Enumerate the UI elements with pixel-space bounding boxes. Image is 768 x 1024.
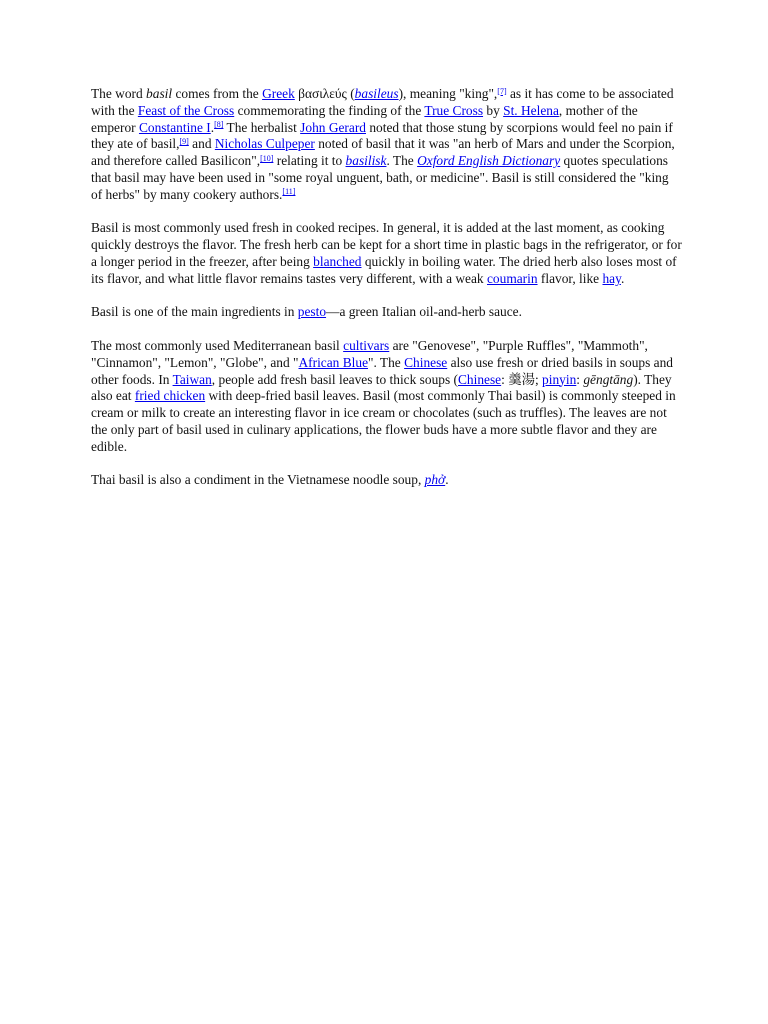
paragraph-cultivars: [91, 338, 683, 456]
text: :: [576, 371, 584, 387]
paragraph-pesto: [91, 304, 683, 321]
text: noted of basil that it was "an herb of Mars and under the Scorpion, and therefore called Basilicon",: [91, 136, 675, 169]
text: —a green Italian oil-and-herb sauce.: [326, 304, 522, 320]
citation-8: [214, 120, 223, 129]
link-feast-of-the-cross[interactable]: Feast of the Cross: [137, 102, 235, 118]
text: as it has come to be associated with the: [91, 86, 674, 118]
link-oxford-english-dictionary[interactable]: Oxford English Dictionary: [417, 153, 561, 169]
text: , mother of the emperor: [91, 102, 638, 135]
link-cultivars[interactable]: cultivars: [343, 337, 390, 353]
link-true-cross[interactable]: True Cross: [424, 102, 484, 118]
text: with deep-fried basil leaves. Basil (most commonly Thai basil) is commonly steeped in cream or milk to create an interesting flavor in ice cream or chocolates (such as truffles). The leaves are not the only part of basil used in culinary applications, the flower buds have a more subtle flavor and they are edible.: [91, 388, 676, 454]
citation-link-8[interactable]: [8]: [214, 120, 224, 130]
link-pho[interactable]: phở: [424, 472, 446, 488]
link-taiwan[interactable]: Taiwan: [172, 371, 212, 387]
text: .: [210, 119, 215, 135]
link-pinyin[interactable]: pinyin: [542, 371, 577, 387]
paragraph-etymology: [91, 86, 683, 204]
text: Thai basil is also a condiment in the Vietnamese noodle soup,: [91, 472, 425, 488]
citation-link-7[interactable]: [7]: [497, 86, 507, 96]
link-st-helena[interactable]: St. Helena: [503, 102, 559, 118]
link-basileus[interactable]: basileus: [354, 86, 399, 101]
link-hay[interactable]: hay: [602, 270, 621, 286]
text: .: [620, 270, 625, 286]
link-fried-chicken[interactable]: fried chicken: [134, 388, 206, 404]
paragraph-fresh-use: [91, 220, 683, 287]
link-john-gerard[interactable]: John Gerard: [300, 119, 366, 135]
text: ". The: [368, 354, 405, 370]
link-constantine[interactable]: Constantine I: [138, 119, 211, 135]
text: ), meaning "king",: [398, 86, 498, 101]
text-emphasis: gēngtāng: [583, 371, 634, 387]
text: noted that those stung by scorpions would feel no pain if they ate of basil,: [91, 119, 673, 152]
link-blanched[interactable]: blanched: [313, 253, 362, 269]
citation-link-9[interactable]: [9]: [179, 136, 189, 146]
text: are "Genovese", "Purple Ruffles", "Mammoth", "Cinnamon", "Lemon", "Globe", and ": [91, 337, 648, 370]
text: The herbalist: [223, 119, 301, 135]
text: ). They also eat: [91, 371, 672, 404]
document-body: [91, 86, 683, 506]
text: : 羹湯;: [501, 371, 543, 387]
text: commemorating the finding of the: [234, 102, 425, 118]
text: also use fresh or dried basils in soups and other foods. In: [91, 354, 673, 387]
text: Basil is most commonly used fresh in cooked recipes. In general, it is added at the last moment, as cooking quickly destroys the flavor. The fresh herb can be kept for a short time in plastic bags in the refrigerator, or for a longer period in the freezer, after being: [91, 220, 682, 269]
citation-7: [497, 87, 506, 96]
text: quickly in boiling water. The dried herb also loses most of its flavor, and what little flavor remains tastes very different, with a weak: [91, 253, 677, 286]
link-pesto[interactable]: pesto: [297, 304, 327, 320]
citation-9: [180, 137, 189, 146]
text: The word: [91, 86, 147, 101]
link-nicholas-culpeper[interactable]: Nicholas Culpeper: [214, 136, 315, 152]
link-basilisk[interactable]: basilisk: [345, 153, 387, 169]
text-emphasis: basil: [146, 86, 173, 101]
text: . The: [386, 153, 418, 169]
citation-link-10[interactable]: [10]: [260, 153, 274, 163]
text: and: [188, 136, 215, 152]
text: by: [483, 102, 504, 118]
link-coumarin[interactable]: coumarin: [486, 270, 538, 286]
text: The most commonly used Mediterranean basil: [91, 337, 344, 353]
text: , people add fresh basil leaves to thick soups (: [211, 371, 458, 387]
text: βασιλεύς (: [294, 86, 355, 101]
text: relating it to: [273, 153, 346, 169]
citation-10: [260, 154, 273, 163]
paragraph-pho: [91, 472, 683, 489]
link-chinese-language[interactable]: Chinese: [457, 371, 502, 387]
link-chinese[interactable]: Chinese: [404, 354, 448, 370]
text: quotes speculations that basil may have been used in "some royal unguent, bath, or medicine". Basil is still considered the "king of herbs" by many cookery authors.: [91, 153, 669, 202]
citation-11: [282, 187, 295, 196]
link-african-blue[interactable]: African Blue: [298, 354, 369, 370]
text: Basil is one of the main ingredients in: [91, 304, 298, 320]
text: comes from the: [172, 86, 263, 101]
text: .: [445, 472, 449, 488]
citation-link-11[interactable]: [11]: [282, 187, 296, 197]
link-greek[interactable]: Greek: [262, 86, 295, 101]
text: flavor, like: [537, 270, 603, 286]
